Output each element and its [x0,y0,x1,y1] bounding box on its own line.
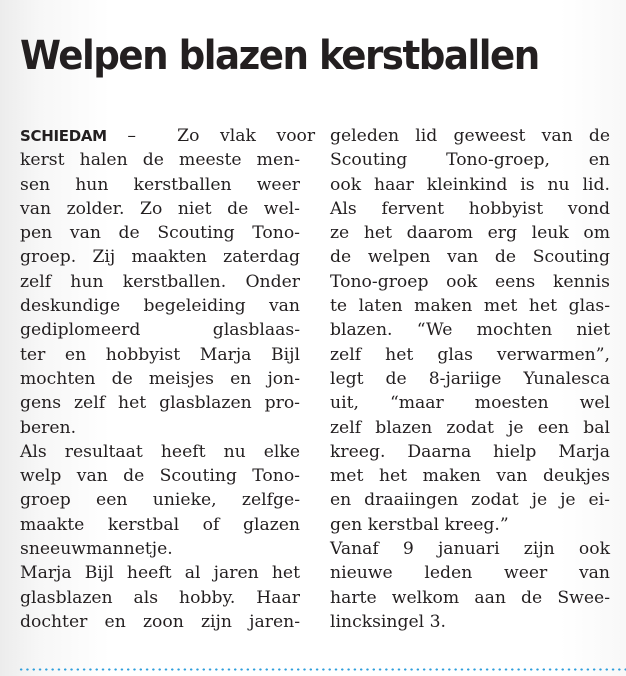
article-line: van zolder. Zo niet de wel- [20,198,300,219]
article-line: Marja Bijl heeft al jaren het [20,563,300,584]
article-line: de welpen van de Scouting [330,247,610,268]
article-line: gen kerstbal kreeg.” [330,514,509,535]
article-line: ter en hobbyist Marja Bijl [20,344,300,365]
dotted-divider [18,668,626,671]
article-line: harte welkom aan de Swee- [330,587,610,608]
article-line: en draaiingen zodat je je ei- [330,490,610,511]
article-line: dochter en zoon zijn jaren- [20,611,300,632]
article-line: Als fervent hobbyist vond [330,198,610,219]
article-line: kerst halen de meeste men- [20,150,300,171]
dateline: SCHIEDAM [20,127,107,145]
article-line: te laten maken met het glas- [330,296,610,317]
article-line: Tono-groep ook eens kennis [330,271,610,292]
article-line: welp van de Scouting Tono- [20,466,300,487]
article-line: blazen. “We mochten niet [330,320,610,341]
article-headline: Welpen blazen kerstballen [20,33,539,79]
article-line: zelf het glas verwarmen”, [330,344,610,365]
article-line: glasblazen als hobby. Haar [20,587,300,608]
article-line: maakte kerstbal of glazen [20,514,300,535]
article-line: deskundige begeleiding van [20,296,300,317]
article-column-right [330,124,610,634]
article-line: Scouting Tono-groep, en [330,150,610,171]
article-line: kreeg. Daarna hielp Marja [330,441,610,462]
article-line: zelf blazen zodat je een bal [330,417,610,438]
article-line: zelf hun kerstballen. Onder [20,271,300,292]
article-line: geleden lid geweest van de [330,126,610,146]
article-line: Vanaf 9 januari zijn ook [330,539,610,560]
article-line: ook haar kleinkind is nu lid. [330,174,610,195]
article-line: nieuwe leden weer van [330,563,610,584]
article-line: legt de 8-jariige Yunalesca [330,368,610,389]
dateline-dash: – [106,126,178,146]
article-line: ze het daarom erg leuk om [330,223,610,244]
article-line: beren. [20,417,77,438]
article-line: mochten de meisjes en jon- [20,368,300,389]
article-line: SCHIEDAM – Zo vlak voor [20,126,316,146]
article-line: gediplomeerd glasblaas- [20,320,300,341]
article-line: met het maken van deukjes [330,466,610,487]
article-line: sen hun kerstballen weer [20,174,300,195]
article-line: Als resultaat heeft nu elke [20,441,300,462]
article-line: gens zelf het glasblazen pro- [20,393,300,414]
article-line: lincksingel 3. [330,611,447,632]
article-line: pen van de Scouting Tono- [20,223,300,244]
article-line: sneeuwmannetje. [20,539,173,560]
article-line: uit, “maar moesten wel [330,393,610,414]
article-column-left [20,124,316,634]
article-line: groep. Zij maakten zaterdag [20,247,300,268]
article-line: groep een unieke, zelfge- [20,490,300,511]
